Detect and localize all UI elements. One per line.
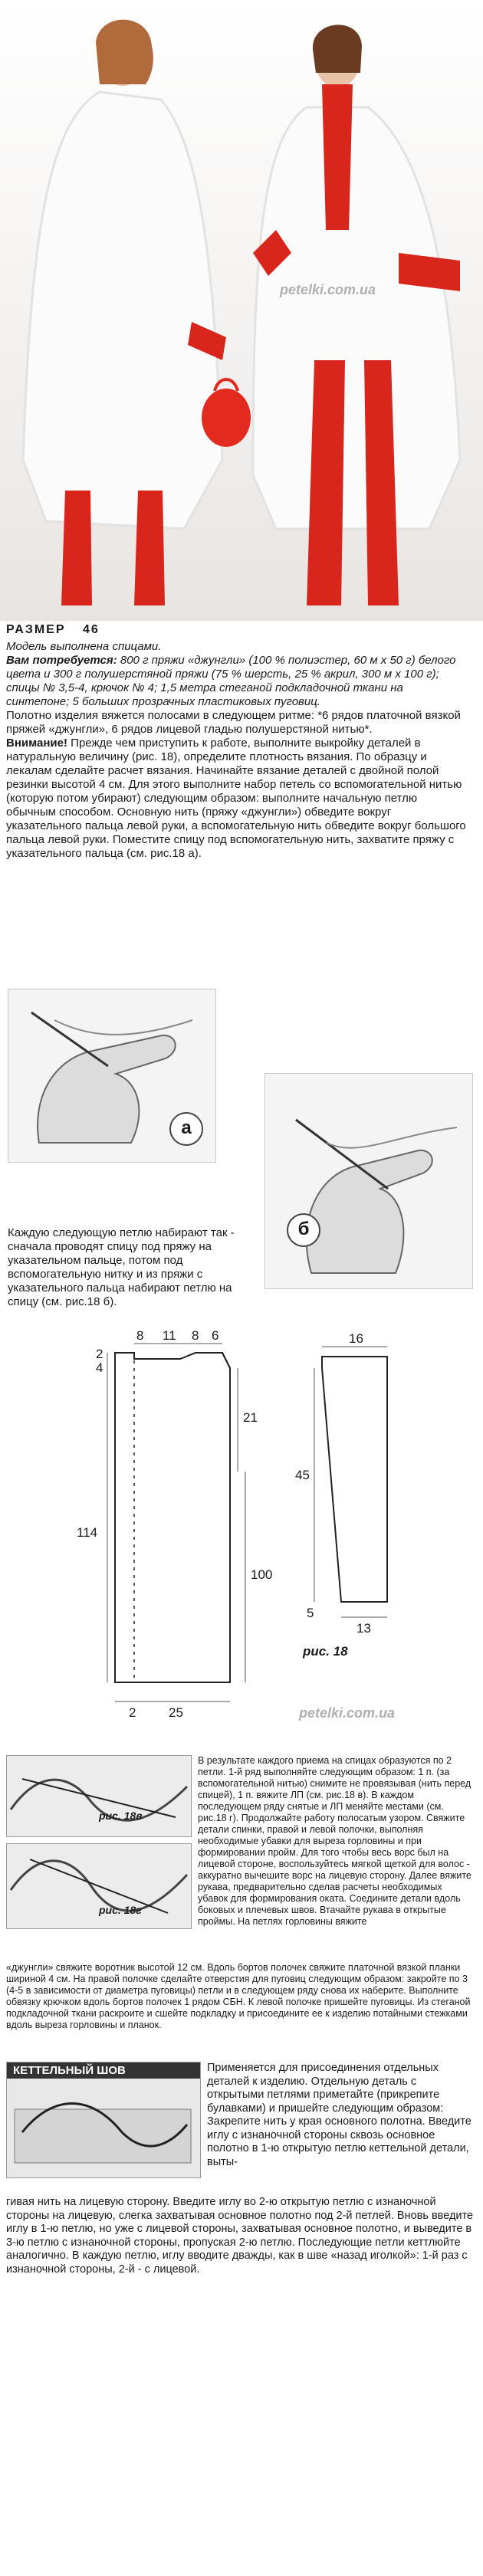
attention-text: Прежде чем приступить к работе, выполните выкройку деталей в натуральную величину (рис. 18), определите плотность вязания. По образцу и лекалам сделайте расчет вязания. Начинайте вязание деталей с двойной полой резинки высотой 4 см. Для этого выполните набор петель со вспомогательной нитью (которую потом убирают) следующим образом: выполните начальную петлю обычным способом. Основную нить (пряжу «джунгли») обведите вокруг указательного пальца левой руки, а вспомогательную нить обведите вокруг большого пальца левой руки. Поместите спицу под вспомогательную нить, захватите пряжу с указательного пальца (см. рис.18 а). [6,737,466,860]
dim-top1: 8 [136,1328,144,1343]
figure-b-label: б [287,1213,320,1247]
pattern-figure [0,1328,483,1736]
figure-a-label: а [169,1112,203,1146]
dim-top4: 6 [212,1328,219,1343]
right-column-text: В результате каждого приема на спицах образуются по 2 петли. 1-й ряд выполняйте следующим образом: 1 п. (за вспомогательной нитью) снимите не провязывая (нить перед спицей), 1 п. вяжите ЛП (см. рис.18 в). В каждом последующем ряду снятые и ЛП меняйте местами (см. рис.18 г). Продолжайте работу полосатым узором. Свяжите детали спинки, правой и левой полочки, выполняя необходимые убавки для выреза горловины и при формировании пройм. Для того чтобы весь ворс был на лицевой стороне, воспользуйтесь мягкой щеткой для волос - аккуратно вычешите ворс на лицевую сторону. Далее вяжите рукава, предварительно сделав расчеты необходимых убавок для формирования оката. Соедините детали вдоль боковых и плечевых швов. Втачайте рукава в открытые проймы. На петлях горловины вяжите [198,1755,472,1927]
watermark-2: petelki.com.ua [299,1705,396,1721]
figure-g [6,1843,192,1929]
stitch-v-drawing [7,1756,191,1836]
dim-bottom-width: 25 [169,1705,183,1720]
dim-sleeve-bottom: 13 [356,1621,371,1636]
after-figure-b-text: Каждую следующую петлю набирают так - сначала проводят спицу под пряжу на указательном пальце, потом под вспомогательную нитку и из пряжи с указательного пальца набирают петлю на спицу (см. рис.18 б). [8,1226,235,1308]
dim-height-bottom: 100 [251,1567,273,1582]
figure-b [264,1073,473,1289]
hand-b-illustration [265,1074,472,1288]
dim-sleeve-top: 16 [349,1331,363,1346]
dim-left-small2: 4 [96,1360,104,1375]
kettel-text-top: Применяется для присоединения отдельных деталей к изделию. Отдельную деталь с открытыми петлями приметайте (прикрепите булавками) и пришейте следующим образом: Закрепите нить у края основного полотна. Введите иглу с изнаночной стороны сквозь основное полотно в 1-ю открытую петлю кеттельной детали, выты- [207,2062,472,2168]
dim-sleeve-side2: 5 [307,1606,314,1620]
pattern-drawing [0,1337,483,1736]
kettel-figure [6,2062,201,2178]
figure-v [6,1755,192,1837]
pattern-caption: рис. 18 [303,1644,348,1659]
figure-g-caption: рис. 18г [99,1904,142,1916]
figure-a [8,989,216,1163]
dim-top2: 11 [163,1328,176,1343]
model-photo [0,0,483,621]
dim-left-small1: 2 [96,1347,104,1361]
size-value: 46 [82,623,100,636]
need-label: Вам потребуется: [6,654,117,667]
attention-label: Внимание! [6,737,67,750]
dim-height-total: 114 [77,1525,98,1540]
kettel-text-bottom: гивая нить на лицевую сторону. Введите иглу во 2-ю открытую петлю с изнаночной стороны на лицевую, слегка захватывая основное полотно под 2-й петлей. Вновь введите иглу в 1-ю петлю, но уже с лицевой стороны, захватывая основное полотно, и выведите в 3-ю петлю с изнаночной стороны, пропуская 2-ю петлю. Последующие петли кеттлюйте аналогично. В каждую петлю, иглу вводите дважды, как в шве «назад иголкой»: 1-й раз с изнаночной стороны, 2-й - с лицевой. [6,2196,474,2276]
need-text: 800 г пряжи «джунгли» (100 % полиэстер, 60 м х 50 г) белого цвета и 300 г полушерстяной пряжи (75 % шерсть, 25 % акрил, 300 м х 100 г); спицы № 3,5-4, крючок № 4; 1,5 метра стеганой подкладочной ткани на синтепоне; 5 больших прозрачных пластиковых пуговиц. [6,654,456,708]
bottom-text: «джунгли» свяжите воротник высотой 12 см. Вдоль бортов полочек свяжите платочной вязкой планки шириной 4 см. На правой полочке сделайте отверстия для пуговиц следующим образом: закройте по 3 (4-5 в зависимости от диаметра пуговицы) петли и в следующем ряду снова их наберите. Выполните обвязку крючком вдоль бортов полочек 1 рядом СБН. К левой полочке пришейте пуговицы. Из стеганой подкладочной ткани раскроите и сшейте подкладку и присоедините ее к изделию потайными стежками вдоль выреза горловины и планок. [6,1962,471,2030]
size-label: РАЗМЕР [6,623,66,636]
dim-top3: 8 [192,1328,199,1343]
dim-height-side: 21 [243,1410,258,1425]
watermark: petelki.com.ua [280,282,376,297]
kettel-title: КЕТТЕЛЬНЫЙ ШОВ [7,2062,200,2079]
size-line [6,623,100,637]
figure-v-caption: рис. 18в [99,1810,143,1822]
intro-text [6,640,466,861]
stripes-text: Полотно изделия вяжется полосами в следующем ритме: *6 рядов платочной вязкой пряжей «джунгли», 6 рядов лицевой гладью полушерстяной нитью*. [6,709,461,736]
dim-sleeve-side1: 45 [295,1468,310,1482]
intro-line: Модель выполнена спицами. [6,640,162,653]
dim-bottom-left: 2 [129,1705,136,1720]
kettel-drawing [7,2079,199,2171]
